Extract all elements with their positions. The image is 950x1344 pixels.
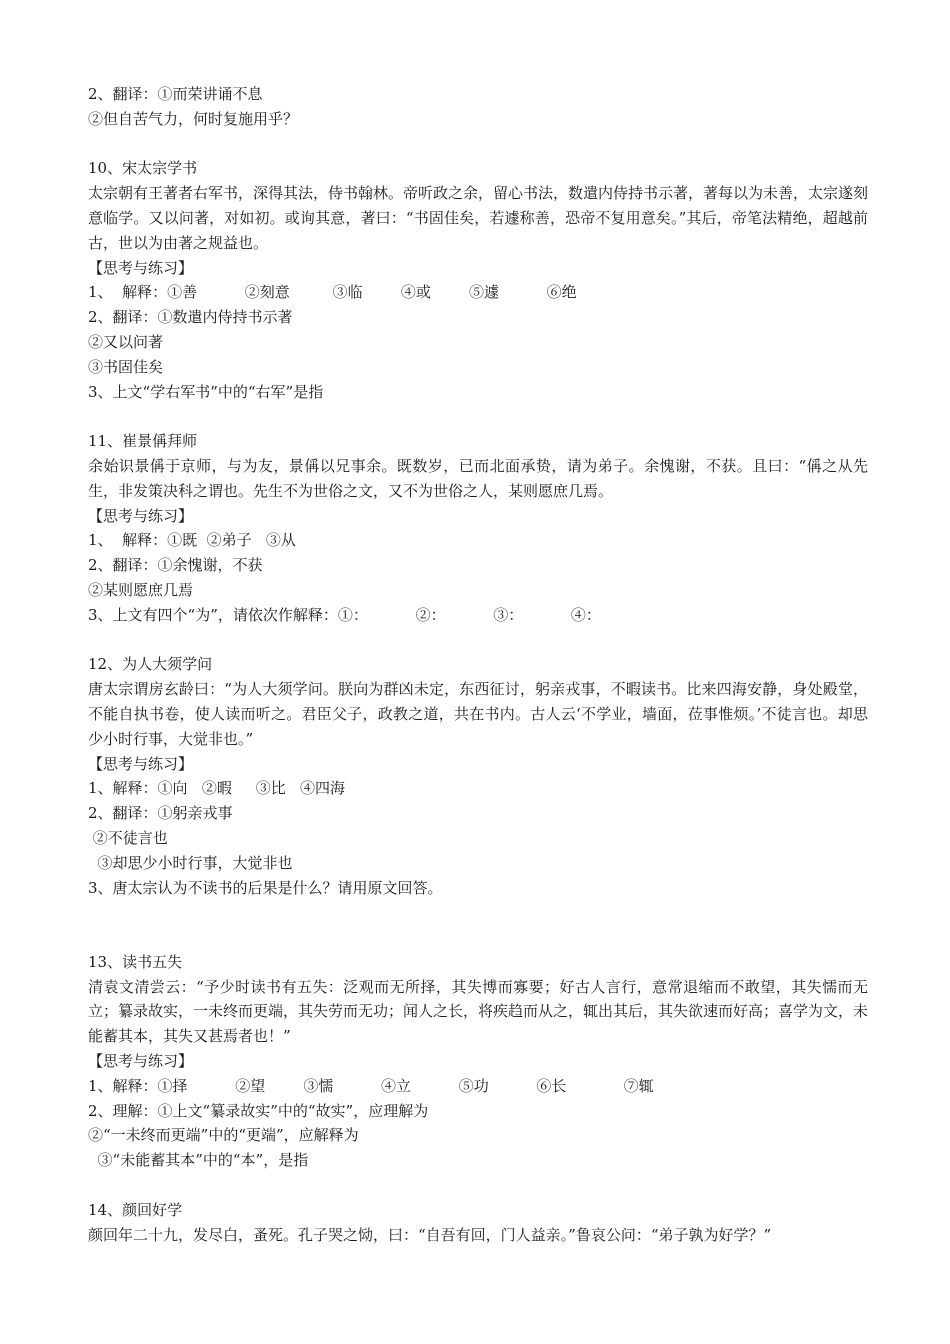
text-line: 2、翻译：①数遣内侍持书示著 [88,308,293,327]
text-line: 1、 解释：①善 ②刻意 ③临 ④或 ⑤遽 ⑥绝 [88,283,577,302]
text-line: 1、 解释：①既 ②弟子 ③从 [88,531,296,550]
text-line: ②“一未终而更端”中的“更端”，应解释为 [88,1126,359,1145]
text-line: 【思考与练习】 [88,754,194,773]
passage-paragraph: 清袁文清尝云：“予少时读书有五失：泛观而无所择，其失博而寡要；好古人言行，意常退缩而不敢望，其失懦而无立；纂录故实，一未终而更端，其失劳而无功；闻人之长，将疾趋而从之，辄出其后，其失欲速而好高；喜学为文，未能蓄其本，其失又甚焉者也！” [88,977,869,1046]
text-line: ③书固佳矣 [88,357,164,376]
text-line: 3、上文有四个“为”，请依次作解释：①： ②： ③： ④： [88,605,601,624]
text-line: 2、理解：①上文“纂录故实”中的“故实”，应理解为 [88,1101,429,1120]
blank-line [88,1173,868,1198]
text-line: ②又以问著 [88,332,164,351]
text-line: 14、颜回好学 [88,1200,183,1219]
text-line: ②不徒言也 [88,828,168,847]
blank-line [88,900,868,950]
text-line: 12、为人大须学问 [88,655,213,674]
text-line: 10、宋太宗学书 [88,159,198,178]
text-line: 2、翻译：①躬亲戎事 [88,804,233,823]
text-line: 13、读书五失 [88,952,183,971]
text-line: 3、唐太宗认为不读书的后果是什么？请用原文回答。 [88,878,443,897]
text-line: ②但自苦气力，何时复施用乎？ [88,109,299,128]
text-line: 1、解释：①择 ②望 ③懦 ④立 ⑤功 ⑥长 ⑦辄 [88,1076,654,1095]
text-line: 2、翻译：①余愧谢，不获 [88,556,263,575]
text-line: 1、解释：①向 ②暇 ③比 ④四海 [88,779,345,798]
blank-line [88,628,868,653]
text-line: 【思考与练习】 [88,258,194,277]
passage-paragraph: 余始识景偁于京师，与为友，景偁以兄事余。既数岁，已而北面承贽，请为弟子。余愧谢，不获。且曰：“偁之从先生，非发策决科之谓也。先生不为世俗之文，又不为世俗之人，某则愿庶几焉。 [88,456,868,500]
blank-line [88,132,868,157]
document-page [88,82,868,1247]
text-line: ②某则愿庶几焉 [88,580,194,599]
text-line: 3、上文“学右军书”中的“右军”是指 [88,382,324,401]
text-line: ③“未能蓄其本”中的“本”，是指 [88,1151,309,1170]
text-line: 2、翻译：①而荣讲诵不息 [88,85,263,103]
passage-paragraph: 唐太宗谓房玄龄曰：“为人大须学问。朕向为群凶未定，东西征讨，躬亲戎事，不暇读书。比来四海安静，身处殿堂，不能自执书卷，使人读而听之。君臣父子，政教之道，共在书内。古人云‘不学业，墙面，莅事惟烦。’不徒言也。却思少小时行事，大觉非也。” [88,680,868,748]
text-line: 【思考与练习】 [88,506,194,525]
text-line: ③却思少小时行事，大觉非也 [88,853,293,872]
blank-line [88,404,868,429]
text-line: 【思考与练习】 [88,1052,194,1071]
passage-paragraph: 颜回年二十九，发尽白，蚤死。孔子哭之恸，曰：“自吾有回，门人益亲。”鲁哀公问：“弟子孰为好学？” [88,1225,772,1244]
text-line: 11、崔景偁拜师 [88,432,198,451]
passage-paragraph: 太宗朝有王著者右军书，深得其法，侍书翰林。帝听政之余，留心书法，数遣内侍持书示著，著每以为未善，太宗遂刻意临学。又以问著，对如初。或询其意，著曰：“书固佳矣，若遽称善，恐帝不复用意矣。”其后，帝笔法精绝，超越前古，世以为由著之规益也。 [88,184,869,252]
